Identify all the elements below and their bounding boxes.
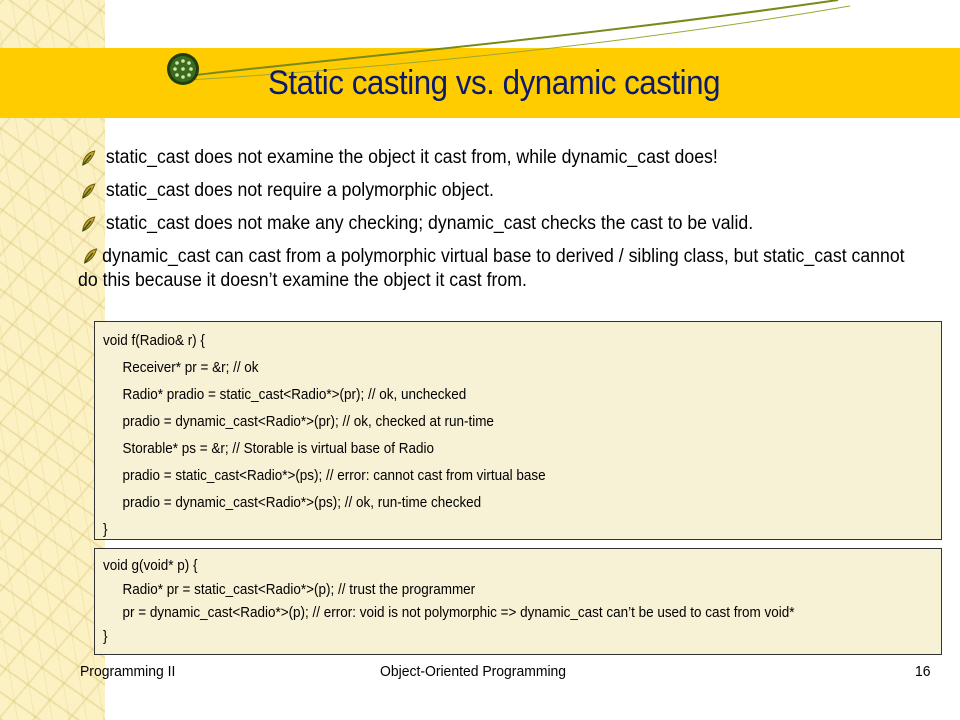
code-block-g (94, 548, 942, 655)
bullet-item (78, 146, 878, 170)
code-line: void f(Radio& r) { (103, 333, 205, 349)
page-title: Static casting vs. dynamic casting (268, 64, 721, 102)
code-line: pr = dynamic_cast<Radio*>(p); // error: void is not polymorphic => dynamic_cast can’t be used to cast from void* (122, 605, 795, 621)
bullet-text: static_cast does not examine the object it cast from, while dynamic_cast does! (105, 147, 718, 168)
bullet-leaf-icon (80, 182, 97, 200)
green-orb-icon (166, 52, 200, 86)
code-line: Storable* ps = &r; // Storable is virtual base of Radio (122, 441, 434, 457)
bullet-item (78, 179, 878, 203)
bullet-text: static_cast does not make any checking; dynamic_cast checks the cast to be valid. (105, 213, 754, 234)
bullet-item (78, 245, 915, 293)
footer-subject: Object-Oriented Programming (380, 663, 567, 680)
bullet-list (78, 146, 938, 302)
code-line: pradio = dynamic_cast<Radio*>(pr); // ok, checked at run-time (122, 414, 494, 430)
code-line: Radio* pradio = static_cast<Radio*>(pr); // ok, unchecked (122, 387, 467, 403)
code-line: Radio* pr = static_cast<Radio*>(p); // trust the programmer (122, 581, 476, 598)
code-line: } (103, 522, 108, 538)
code-line: } (103, 628, 108, 645)
bullet-leaf-icon (80, 149, 97, 167)
page-number: 16 (915, 663, 931, 680)
footer-course-name: Programming II (80, 663, 176, 680)
code-line: pradio = dynamic_cast<Radio*>(ps); // ok, run-time checked (122, 495, 482, 511)
bullet-text: static_cast does not require a polymorphic object. (105, 180, 494, 201)
bullet-leaf-icon (82, 247, 99, 265)
code-line: pradio = static_cast<Radio*>(ps); // error: cannot cast from virtual base (122, 468, 546, 484)
code-block-f (94, 321, 942, 540)
bullet-leaf-icon (80, 215, 97, 233)
code-line: Receiver* pr = &r; // ok (122, 360, 259, 376)
code-line: void g(void* p) { (103, 558, 198, 574)
bullet-item (78, 212, 878, 236)
bullet-text: dynamic_cast can cast from a polymorphic virtual base to derived / sibling class, but static_cast cannot do this because it doesn’t examine the object it cast from. (78, 246, 905, 291)
